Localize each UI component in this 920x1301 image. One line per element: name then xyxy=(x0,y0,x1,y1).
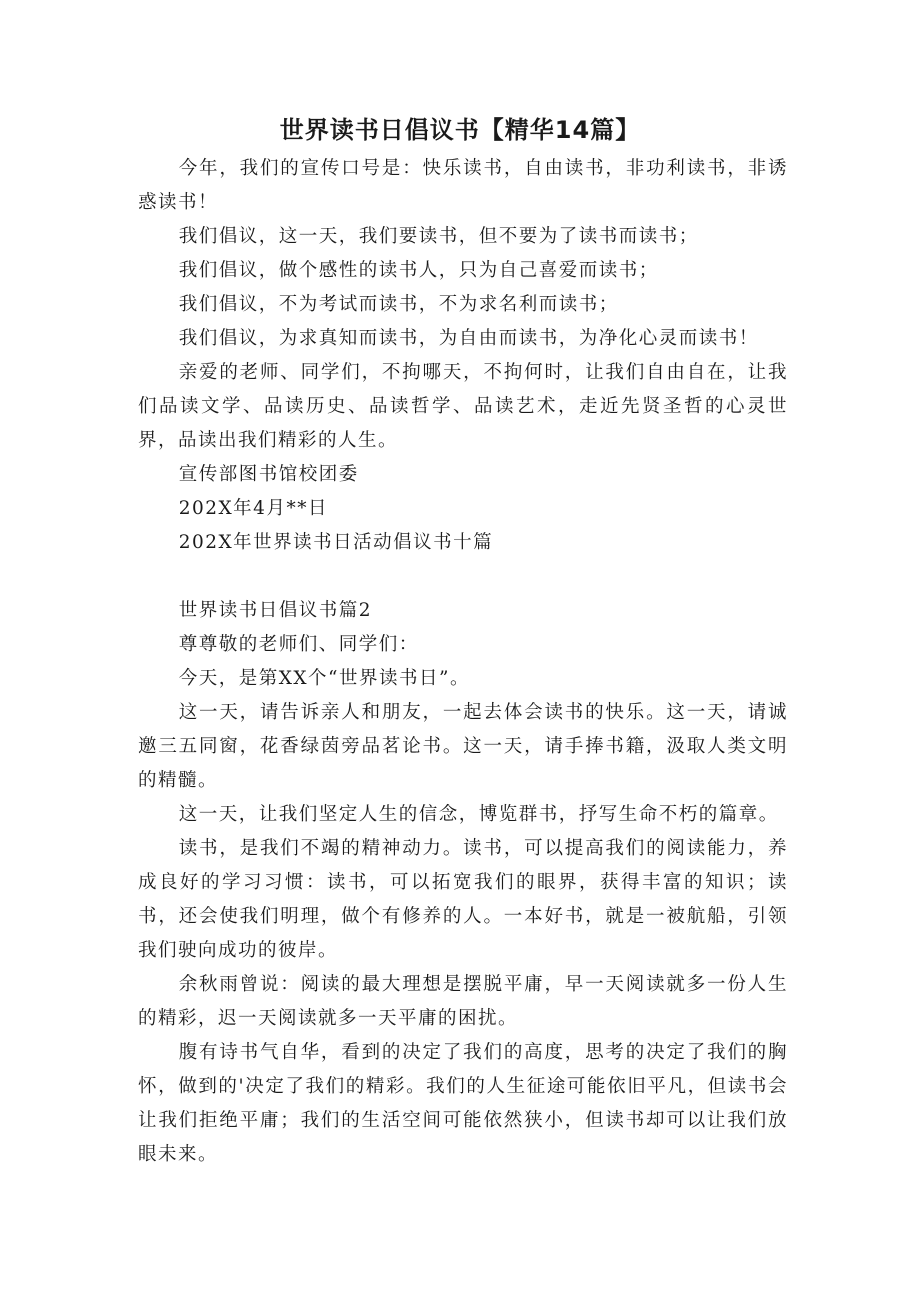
paragraph-proposal-1: 我们倡议，这一天，我们要读书，但不要为了读书而读书； xyxy=(178,226,699,247)
blank-line xyxy=(138,560,788,594)
signature-date: 202X年4月**日 xyxy=(178,498,328,519)
document-body xyxy=(138,152,788,1172)
section-heading-ten-articles: 202X年世界读书日活动倡议书十篇 xyxy=(178,532,494,553)
paragraph-conclusion: 腹有诗书气自华，看到的决定了我们的高度，思考的决定了我们的胸怀，做到的'决定了我们的精彩。我们的人生征途可能依旧平凡，但读书会让我们拒绝平庸；我们的生活空间可能依然狭小，但读书却可以让我们放眼未来。 xyxy=(138,1042,788,1165)
salutation: 尊尊敬的老师们、同学们： xyxy=(178,634,419,655)
section-heading-article-2: 世界读书日倡议书篇2 xyxy=(178,600,372,621)
paragraph-proposal-2: 我们倡议，做个感性的读书人，只为自己喜爱而读书； xyxy=(178,260,659,281)
paragraph-this-day-1: 这一天，请告诉亲人和朋友，一起去体会读书的快乐。这一天，请诚邀三五同窗，花香绿茵旁品茗论书。这一天，请手捧书籍，汲取人类文明的精髓。 xyxy=(138,702,788,791)
paragraph-proposal-3: 我们倡议，不为考试而读书，不为求名利而读书； xyxy=(178,294,619,315)
paragraph-slogan: 今年，我们的宣传口号是：快乐读书，自由读书，非功利读书，非诱惑读书！ xyxy=(138,158,788,213)
paragraph-invitation: 亲爱的老师、同学们，不拘哪天，不拘何时，让我们自由自在，让我们品读文学、品读历史、品读哲学、品读艺术，走近先贤圣哲的心灵世界，品读出我们精彩的人生。 xyxy=(138,362,788,451)
document-title: 世界读书日倡议书【精华14篇】 xyxy=(279,116,641,144)
paragraph-this-day-2: 这一天，让我们坚定人生的信念，博览群书，抒写生命不朽的篇章。 xyxy=(178,804,779,825)
paragraph-proposal-4: 我们倡议，为求真知而读书，为自由而读书，为净化心灵而读书！ xyxy=(178,328,759,349)
signature-organizations: 宣传部图书馆校团委 xyxy=(178,464,359,485)
paragraph-quote: 余秋雨曾说：阅读的最大理想是摆脱平庸，早一天阅读就多一份人生的精彩，迟一天阅读就多一天平庸的困扰。 xyxy=(138,974,788,1029)
paragraph-today: 今天，是第XX个“世界读书日”。 xyxy=(178,668,470,689)
paragraph-reading-benefits: 读书，是我们不竭的精神动力。读书，可以提高我们的阅读能力，养成良好的学习习惯：读书，可以拓宽我们的眼界，获得丰富的知识；读书，还会使我们明理，做个有修养的人。一本好书，就是一被航船，引领我们驶向成功的彼岸。 xyxy=(138,838,788,961)
